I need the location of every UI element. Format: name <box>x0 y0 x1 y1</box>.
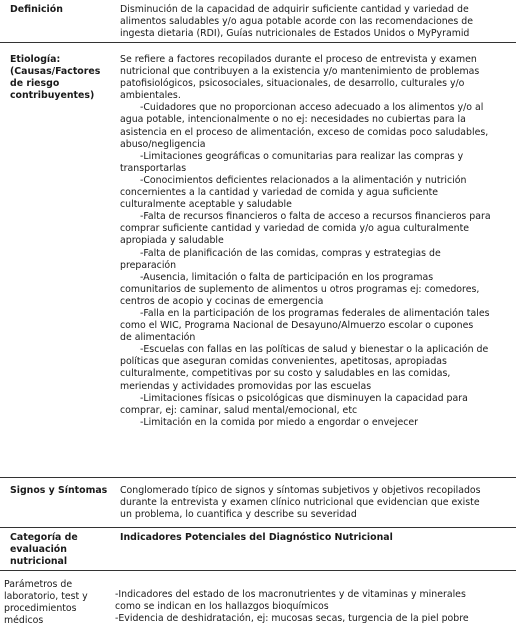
text-line: meriendas y actividades promovidas por las escuelas <box>120 380 372 392</box>
parametros-label <box>4 579 104 627</box>
row-divider <box>0 42 516 43</box>
text-line: -Cuidadores que no proporcionan acceso adecuado a los alimentos y/o al <box>140 102 484 114</box>
text-line: comunitarios de suplemento de alimentos u otros programas ej: comedores, <box>120 283 480 295</box>
etiologia-item <box>120 248 510 272</box>
label-line: (Causas/Factores <box>10 66 101 78</box>
label-line: Categoría de <box>10 532 78 543</box>
text-line: comprar, ej: caminar, salud mental/emocional, etc <box>120 404 358 416</box>
row-divider <box>0 527 516 528</box>
text-line: concernientes a la cantidad y variedad de comida y agua suficiente <box>120 187 439 199</box>
text-line: -Conocimientos deficientes relacionados a la alimentación y nutrición <box>140 174 467 186</box>
text-line: -Limitaciones físicas o psicológicas que disminuyen la capacidad para <box>140 392 468 404</box>
label-line: Etiología: <box>10 54 61 65</box>
parametros-content <box>115 589 505 625</box>
etiologia-item <box>120 151 510 175</box>
label-line: evaluación <box>10 544 67 556</box>
text-line: -Falta de planificación de las comidas, compras y estrategias de <box>140 247 441 259</box>
text-line: transportarlas <box>120 162 187 174</box>
text-line: -Limitación en la comida por miedo a engordar o envejecer <box>140 416 419 428</box>
text-line: -Escuelas con fallas en las políticas de salud y bienestar o la aplicación de <box>140 344 489 356</box>
etiologia-item <box>120 308 510 344</box>
text-line: Disminución de la capacidad de adquirir suficiente cantidad y variedad de <box>120 4 469 15</box>
text-line: Se refiere a factores recopilados durante el proceso de entrevista y examen <box>120 54 477 65</box>
etiologia-label <box>10 54 110 102</box>
etiologia-item <box>120 344 510 392</box>
definicion-label-text: Definición <box>10 4 63 15</box>
text-line: preparación <box>120 259 177 271</box>
label-line: nutricional <box>10 556 68 568</box>
text-line: ingesta dietaria (RDI), Guías nutricionales de Estados Unidos o MyPyramid <box>120 28 470 40</box>
definicion-content <box>120 4 510 40</box>
categoria-content <box>120 532 510 544</box>
text-line: apropiada y saludable <box>120 235 224 247</box>
etiologia-content <box>120 54 510 429</box>
text-line: centros de acopio y cocinas de emergencia <box>120 295 324 307</box>
label-line: de riesgo <box>10 78 60 90</box>
text-line: comprar suficiente cantidad y variedad de comida y/o agua culturalmente <box>120 223 470 235</box>
text-line: -Falta de recursos financieros o falta de acceso a recursos financieros para <box>140 211 491 223</box>
text-line: como se indican en los hallazgos bioquímicos <box>115 601 329 613</box>
text-line: como el WIC, Programa Nacional de Desayuno/Almuerzo escolar o cupones <box>120 320 474 332</box>
definicion-label <box>10 4 110 16</box>
etiologia-item <box>120 393 510 417</box>
label-line: laboratorio, test y <box>4 591 88 603</box>
label-line: contribuyentes) <box>10 90 95 102</box>
signos-label <box>10 485 110 497</box>
text-line: ambientales. <box>120 90 181 102</box>
text-line: culturalmente, competitivas por su costo y saludables en las comidas, <box>120 368 451 380</box>
text-line: -Indicadores del estado de los macronutrientes y de vitaminas y minerales <box>115 589 466 600</box>
label-line: procedimientos <box>4 603 77 615</box>
text-line: patofisiológicos, psicosociales, situacionales, de desarrollo, culturales y/o <box>120 78 465 90</box>
etiologia-item <box>120 272 510 308</box>
categoria-label <box>10 532 110 568</box>
categoria-heading: Indicadores Potenciales del Diagnóstico Nutricional <box>120 532 393 543</box>
text-line: un problema, lo cuantifica y describe su severidad <box>120 509 357 521</box>
signos-label-text: Signos y Síntomas <box>10 485 108 496</box>
etiologia-items-list <box>120 102 510 429</box>
text-line: de alimentación <box>120 332 196 344</box>
label-line: médicos <box>4 615 44 627</box>
etiologia-item <box>120 175 510 211</box>
text-line: asistencia en el proceso de alimentación, exceso de comidas poco saludables, <box>120 126 489 138</box>
etiologia-item <box>120 417 510 429</box>
row-divider <box>0 477 516 478</box>
text-line: -Evidencia de deshidratación, ej: mucosas secas, turgencia de la piel pobre <box>115 613 469 625</box>
text-line: nutricional que contribuyen a la existencia y/o mantenimiento de problemas <box>120 66 480 78</box>
text-line: -Falla en la participación de los programas federales de alimentación tales <box>140 307 490 319</box>
etiologia-item <box>120 211 510 247</box>
etiologia-item <box>120 102 510 150</box>
text-line: agua potable, intencionalmente o no ej: necesidades no cubiertas para la <box>120 114 466 126</box>
row-divider <box>0 570 516 571</box>
text-line: -Limitaciones geográficas o comunitarias para realizar las compras y <box>140 150 464 162</box>
text-line: alimentos saludables y/o agua potable acorde con las recomendaciones de <box>120 16 474 28</box>
signos-content <box>120 485 510 521</box>
text-line: Conglomerado típico de signos y síntomas subjetivos y objetivos recopilados <box>120 485 481 496</box>
text-line: durante la entrevista y examen clínico nutricional que evidencian que existe <box>120 497 480 509</box>
text-line: políticas que aseguran comidas convenientes, apetitosas, apropiadas <box>120 356 447 368</box>
text-line: abuso/negligencia <box>120 138 206 150</box>
label-line: Parámetros de <box>4 579 73 590</box>
text-line: -Ausencia, limitación o falta de participación en los programas <box>140 271 434 283</box>
text-line: culturalmente aceptable y saludable <box>120 199 292 211</box>
